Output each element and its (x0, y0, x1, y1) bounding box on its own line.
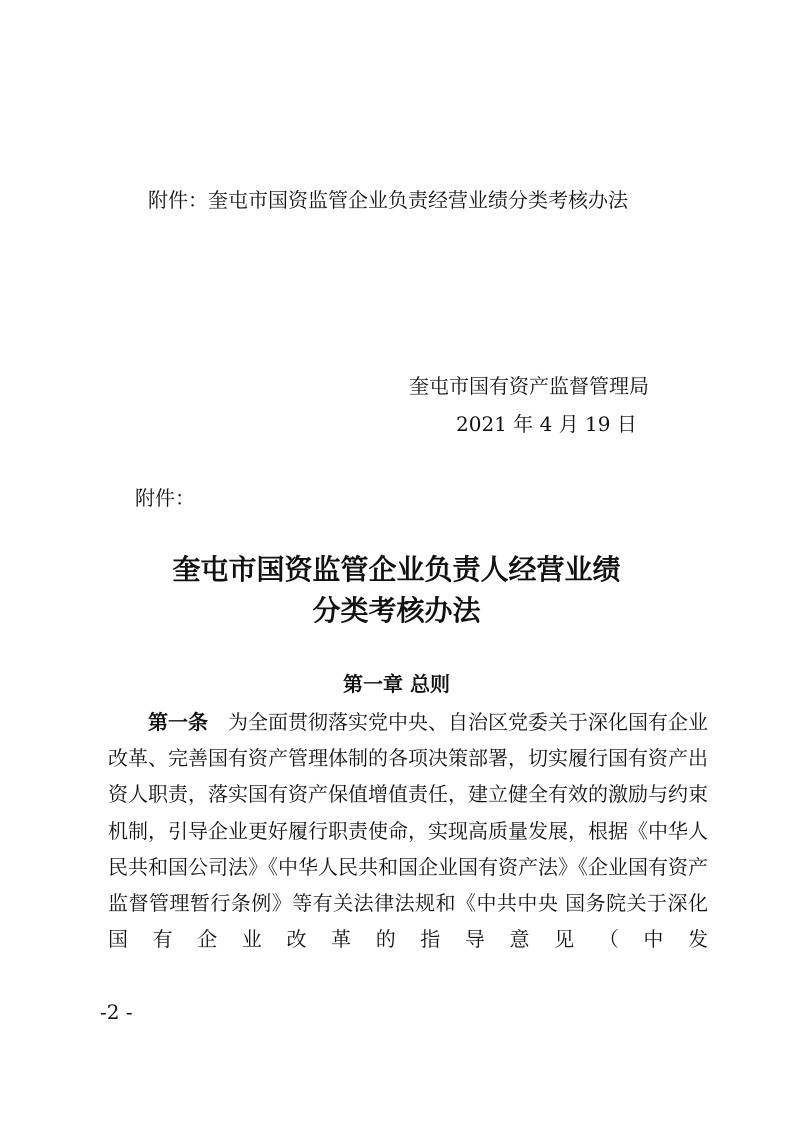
issue-date: 2021 年 4 月 19 日 (456, 412, 637, 436)
article-paragraph (108, 704, 708, 957)
page-number: -2 - (100, 1000, 133, 1024)
document-title-line-2: 分类考核办法 (312, 594, 481, 627)
attachment-title: 附件：奎屯市国资监管企业负责经营业绩分类考核办法 (148, 188, 628, 212)
issuing-authority: 奎屯市国有资产监督管理局 (409, 374, 649, 398)
article-text: 为全面贯彻落实党中央、自治区党委关于深化国有企业改革、完善国有资产管理体制的各项决策部署，切实履行国有资产出资人职责，落实国有资产保值增值责任，建立健全有效的激励与约束机制，引导企业更好履行职责使命，实现高质量发展，根据《中华人民共和国公司法》《中华人民共和国企业国有资产法》《企业国有资产监督管理暂行条例》等有关法律法规和《中共中央 国务院关于深化国有企业改革的指导意见（中发 (108, 710, 708, 952)
document-title-line-1: 奎屯市国资监管企业负责人经营业绩 (172, 553, 621, 586)
article-label: 第一条 (148, 710, 208, 734)
chapter-heading: 第一章 总则 (343, 672, 450, 696)
attachment-label: 附件： (135, 486, 195, 510)
